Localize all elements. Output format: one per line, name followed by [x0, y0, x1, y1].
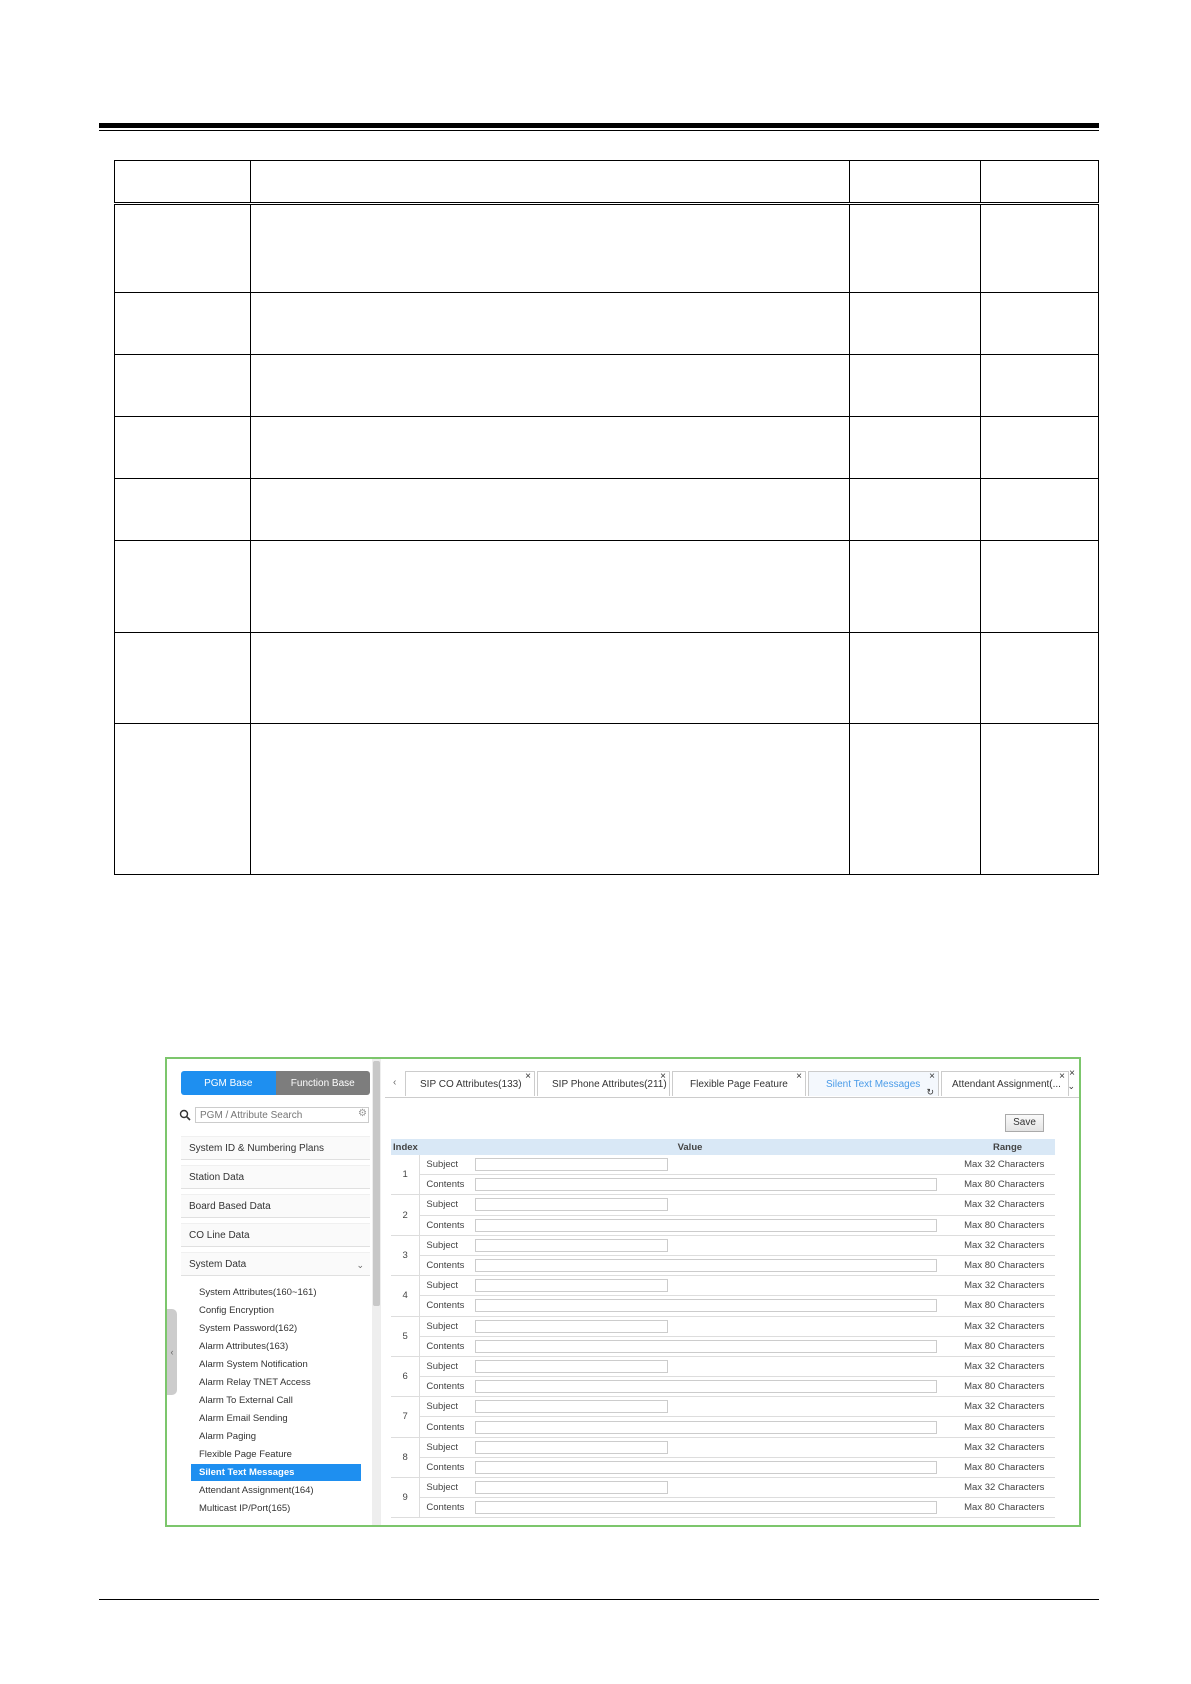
table-cell	[850, 541, 981, 633]
table-row	[391, 1175, 1055, 1195]
contents-label: Contents	[420, 1296, 474, 1316]
tab-attendant-assignment[interactable]	[941, 1071, 1069, 1096]
chevron-left-icon: ‹	[170, 1347, 174, 1357]
grid-index-cell: 4	[391, 1276, 420, 1316]
grid-index-cell: 3	[391, 1235, 420, 1275]
submenu-item[interactable]: Alarm Attributes(163)	[199, 1341, 289, 1352]
pgm-attribute-search-input[interactable]	[195, 1107, 369, 1123]
subject-input[interactable]	[475, 1239, 668, 1252]
main-content	[385, 1059, 1079, 1525]
submenu-item[interactable]: Alarm To External Call	[199, 1395, 293, 1406]
table-row	[115, 479, 1099, 541]
table-row	[391, 1417, 1055, 1437]
table-cell	[115, 724, 251, 875]
table-row	[391, 1255, 1055, 1275]
table-cell	[251, 724, 850, 875]
contents-label: Contents	[420, 1175, 474, 1195]
subject-input[interactable]	[475, 1441, 668, 1454]
contents-label: Contents	[420, 1457, 474, 1477]
table-row	[391, 1215, 1055, 1235]
table-cell	[850, 204, 981, 293]
table-cell	[115, 204, 251, 293]
silent-text-messages-grid	[391, 1139, 1055, 1518]
range-cell: Max 80 Characters	[960, 1175, 1055, 1195]
range-cell: Max 80 Characters	[960, 1417, 1055, 1437]
tab-label: Flexible Page Feature	[690, 1079, 788, 1090]
sidebar-scrollbar[interactable]	[372, 1059, 381, 1525]
table-cell	[850, 724, 981, 875]
submenu-item[interactable]: System Attributes(160~161)	[199, 1287, 317, 1298]
range-cell: Max 32 Characters	[960, 1356, 1055, 1376]
table-row	[391, 1397, 1055, 1417]
contents-input[interactable]	[475, 1259, 937, 1272]
table-cell	[981, 479, 1099, 541]
contents-input[interactable]	[475, 1501, 937, 1514]
contents-label: Contents	[420, 1377, 474, 1397]
menu-item-station-data[interactable]	[181, 1165, 370, 1189]
menu-item-label: Station Data	[189, 1172, 245, 1183]
table-row	[115, 355, 1099, 417]
document-table	[114, 160, 1099, 875]
value-cell	[473, 1336, 960, 1356]
table-row	[391, 1336, 1055, 1356]
table-row	[391, 1478, 1055, 1498]
table-row	[115, 204, 1099, 293]
header-rule-thin	[99, 130, 1099, 131]
menu-item-label: CO Line Data	[189, 1230, 250, 1241]
table-cell	[251, 204, 850, 293]
table-cell	[251, 633, 850, 724]
table-row	[391, 1195, 1055, 1215]
range-cell: Max 80 Characters	[960, 1377, 1055, 1397]
subject-label: Subject	[420, 1478, 474, 1498]
search-row	[179, 1107, 373, 1125]
range-cell: Max 32 Characters	[960, 1155, 1055, 1175]
tab-silent-text-messages[interactable]	[808, 1071, 939, 1096]
value-cell	[473, 1457, 960, 1477]
table-header-cell	[981, 161, 1099, 204]
table-row	[391, 1296, 1055, 1316]
grid-index-cell: 9	[391, 1478, 420, 1518]
value-cell	[473, 1356, 960, 1376]
grid-index-cell: 2	[391, 1195, 420, 1235]
chevron-down-icon: ⌄	[356, 1260, 364, 1270]
contents-label: Contents	[420, 1255, 474, 1275]
value-cell	[473, 1276, 960, 1296]
grid-index-cell: 1	[391, 1155, 420, 1195]
tab-label: SIP CO Attributes(133)	[420, 1079, 522, 1090]
contents-input[interactable]	[475, 1421, 937, 1434]
subject-input[interactable]	[475, 1481, 668, 1494]
tab-flexible-page-feature[interactable]	[672, 1071, 806, 1096]
table-cell	[850, 633, 981, 724]
table-row	[391, 1316, 1055, 1336]
save-button[interactable]: Save	[1005, 1114, 1044, 1132]
tab-label: Silent Text Messages	[826, 1079, 921, 1090]
table-row	[391, 1276, 1055, 1296]
subject-input[interactable]	[475, 1279, 668, 1292]
tab-label: Attendant Assignment(...	[952, 1079, 1061, 1090]
chevron-left-icon[interactable]: ‹	[393, 1077, 397, 1088]
scrollbar-thumb[interactable]	[373, 1061, 380, 1306]
subject-label: Subject	[420, 1195, 474, 1215]
tab-sip-co-attributes[interactable]	[405, 1071, 535, 1096]
submenu-item[interactable]: Alarm System Notification	[199, 1359, 308, 1370]
table-cell	[115, 417, 251, 479]
subject-label: Subject	[420, 1397, 474, 1417]
contents-label: Contents	[420, 1336, 474, 1356]
table-row	[115, 541, 1099, 633]
table-cell	[850, 479, 981, 541]
range-cell: Max 80 Characters	[960, 1296, 1055, 1316]
tab-bar	[385, 1068, 1079, 1098]
subject-label: Subject	[420, 1316, 474, 1336]
grid-header-row	[391, 1139, 1055, 1155]
subject-input[interactable]	[475, 1158, 668, 1171]
range-cell: Max 32 Characters	[960, 1276, 1055, 1296]
menu-item-label: System ID & Numbering Plans	[189, 1143, 325, 1154]
grid-index-cell: 8	[391, 1437, 420, 1477]
table-cell	[981, 541, 1099, 633]
function-base-button[interactable]: Function Base	[276, 1071, 371, 1095]
grid-header-value: Value	[420, 1139, 960, 1155]
table-cell	[981, 204, 1099, 293]
range-cell: Max 32 Characters	[960, 1437, 1055, 1457]
submenu-item[interactable]: Alarm Paging	[199, 1431, 257, 1442]
contents-label: Contents	[420, 1417, 474, 1437]
contents-input[interactable]	[475, 1219, 937, 1232]
close-icon[interactable]: ×	[929, 1071, 935, 1082]
value-cell	[473, 1155, 960, 1175]
menu-item-label: System Data	[189, 1259, 247, 1270]
value-cell	[473, 1498, 960, 1518]
table-row	[115, 724, 1099, 875]
subject-label: Subject	[420, 1155, 474, 1175]
value-cell	[473, 1215, 960, 1235]
table-cell	[115, 479, 251, 541]
submenu-item[interactable]: Alarm Email Sending	[199, 1413, 288, 1424]
close-icon[interactable]: ×	[660, 1071, 666, 1082]
contents-input[interactable]	[475, 1380, 937, 1393]
grid-index-cell: 5	[391, 1316, 420, 1356]
table-row	[391, 1356, 1055, 1376]
contents-label: Contents	[420, 1498, 474, 1518]
close-icon[interactable]: ×	[1059, 1071, 1065, 1082]
submenu-item[interactable]: Attendant Assignment(164)	[199, 1485, 314, 1496]
table-header-row	[115, 161, 1099, 204]
subject-label: Subject	[420, 1276, 474, 1296]
value-cell	[473, 1437, 960, 1457]
table-cell	[115, 293, 251, 355]
submenu-item[interactable]: Multicast IP/Port(165)	[199, 1503, 291, 1514]
subject-input[interactable]	[475, 1360, 668, 1373]
value-cell	[473, 1377, 960, 1397]
tab-label: SIP Phone Attributes(211)	[552, 1079, 667, 1090]
range-cell: Max 80 Characters	[960, 1336, 1055, 1356]
table-cell	[251, 293, 850, 355]
table-cell	[115, 355, 251, 417]
table-cell	[850, 417, 981, 479]
grid-body	[391, 1155, 1055, 1518]
table-row	[115, 293, 1099, 355]
refresh-icon[interactable]: ↻	[926, 1087, 934, 1096]
table-header-cell	[251, 161, 850, 204]
grid-header-index: Index	[391, 1139, 420, 1155]
table-cell	[981, 724, 1099, 875]
tab-sip-phone-attributes[interactable]	[537, 1071, 670, 1096]
grid-header-range: Range	[960, 1139, 1055, 1155]
submenu-item[interactable]: Config Encryption	[199, 1305, 274, 1316]
submenu-item[interactable]: System Password(162)	[199, 1323, 298, 1334]
chevron-down-icon[interactable]: ⌄	[1067, 1081, 1075, 1091]
value-cell	[473, 1195, 960, 1215]
value-cell	[473, 1175, 960, 1195]
contents-input[interactable]	[475, 1299, 937, 1312]
range-cell: Max 80 Characters	[960, 1255, 1055, 1275]
range-cell: Max 32 Characters	[960, 1478, 1055, 1498]
gear-icon[interactable]: ⚙	[358, 1108, 367, 1119]
search-icon	[179, 1109, 191, 1121]
table-cell	[981, 417, 1099, 479]
table-row	[391, 1377, 1055, 1397]
value-cell	[473, 1296, 960, 1316]
subject-input[interactable]	[475, 1198, 668, 1211]
range-cell: Max 80 Characters	[960, 1457, 1055, 1477]
table-row	[391, 1457, 1055, 1477]
range-cell: Max 80 Characters	[960, 1498, 1055, 1518]
grid-index-cell: 6	[391, 1356, 420, 1396]
table-header-cell	[850, 161, 981, 204]
range-cell: Max 80 Characters	[960, 1215, 1055, 1235]
footer-rule	[99, 1599, 1099, 1600]
range-cell: Max 32 Characters	[960, 1195, 1055, 1215]
submenu-item[interactable]: Flexible Page Feature	[199, 1449, 292, 1460]
contents-input[interactable]	[475, 1461, 937, 1474]
menu-item-system-data[interactable]	[181, 1252, 370, 1276]
table-row	[391, 1498, 1055, 1518]
submenu-item[interactable]: Alarm Relay TNET Access	[199, 1377, 311, 1388]
submenu-item-active[interactable]: Silent Text Messages	[191, 1464, 361, 1481]
table-cell	[981, 293, 1099, 355]
header-rule	[99, 123, 1099, 128]
subject-label: Subject	[420, 1356, 474, 1376]
table-cell	[251, 541, 850, 633]
left-navigation-panel	[167, 1059, 379, 1525]
pgm-base-button[interactable]: PGM Base	[181, 1071, 276, 1095]
subject-label: Subject	[420, 1235, 474, 1255]
table-header-cell	[115, 161, 251, 204]
close-all-tabs-icon[interactable]: ×	[1069, 1068, 1075, 1079]
table-row	[115, 417, 1099, 479]
subject-input[interactable]	[475, 1320, 668, 1333]
subject-input[interactable]	[475, 1400, 668, 1413]
contents-label: Contents	[420, 1215, 474, 1235]
value-cell	[473, 1417, 960, 1437]
table-cell	[251, 479, 850, 541]
value-cell	[473, 1478, 960, 1498]
menu-item-label: Board Based Data	[189, 1201, 271, 1212]
collapse-sidebar-handle[interactable]	[167, 1309, 177, 1395]
table-row	[391, 1437, 1055, 1457]
table-cell	[251, 355, 850, 417]
table-cell	[850, 355, 981, 417]
grid-index-cell: 7	[391, 1397, 420, 1437]
app-screenshot	[165, 1057, 1081, 1527]
menu-item-system-id[interactable]	[181, 1136, 370, 1160]
base-toggle	[181, 1071, 370, 1095]
contents-input[interactable]	[475, 1340, 937, 1353]
table-row	[391, 1235, 1055, 1255]
table-cell	[850, 293, 981, 355]
menu-item-board-based-data[interactable]	[181, 1194, 370, 1218]
table-cell	[251, 417, 850, 479]
value-cell	[473, 1235, 960, 1255]
table-cell	[981, 355, 1099, 417]
value-cell	[473, 1255, 960, 1275]
close-icon[interactable]: ×	[796, 1071, 802, 1082]
table-row	[115, 633, 1099, 724]
range-cell: Max 32 Characters	[960, 1397, 1055, 1417]
subject-label: Subject	[420, 1437, 474, 1457]
table-cell	[115, 541, 251, 633]
menu-item-co-line-data[interactable]	[181, 1223, 370, 1247]
range-cell: Max 32 Characters	[960, 1316, 1055, 1336]
table-cell	[981, 633, 1099, 724]
close-icon[interactable]: ×	[525, 1071, 531, 1082]
contents-input[interactable]	[475, 1178, 937, 1191]
value-cell	[473, 1316, 960, 1336]
value-cell	[473, 1397, 960, 1417]
table-cell	[115, 633, 251, 724]
table-row	[391, 1155, 1055, 1175]
range-cell: Max 32 Characters	[960, 1235, 1055, 1255]
